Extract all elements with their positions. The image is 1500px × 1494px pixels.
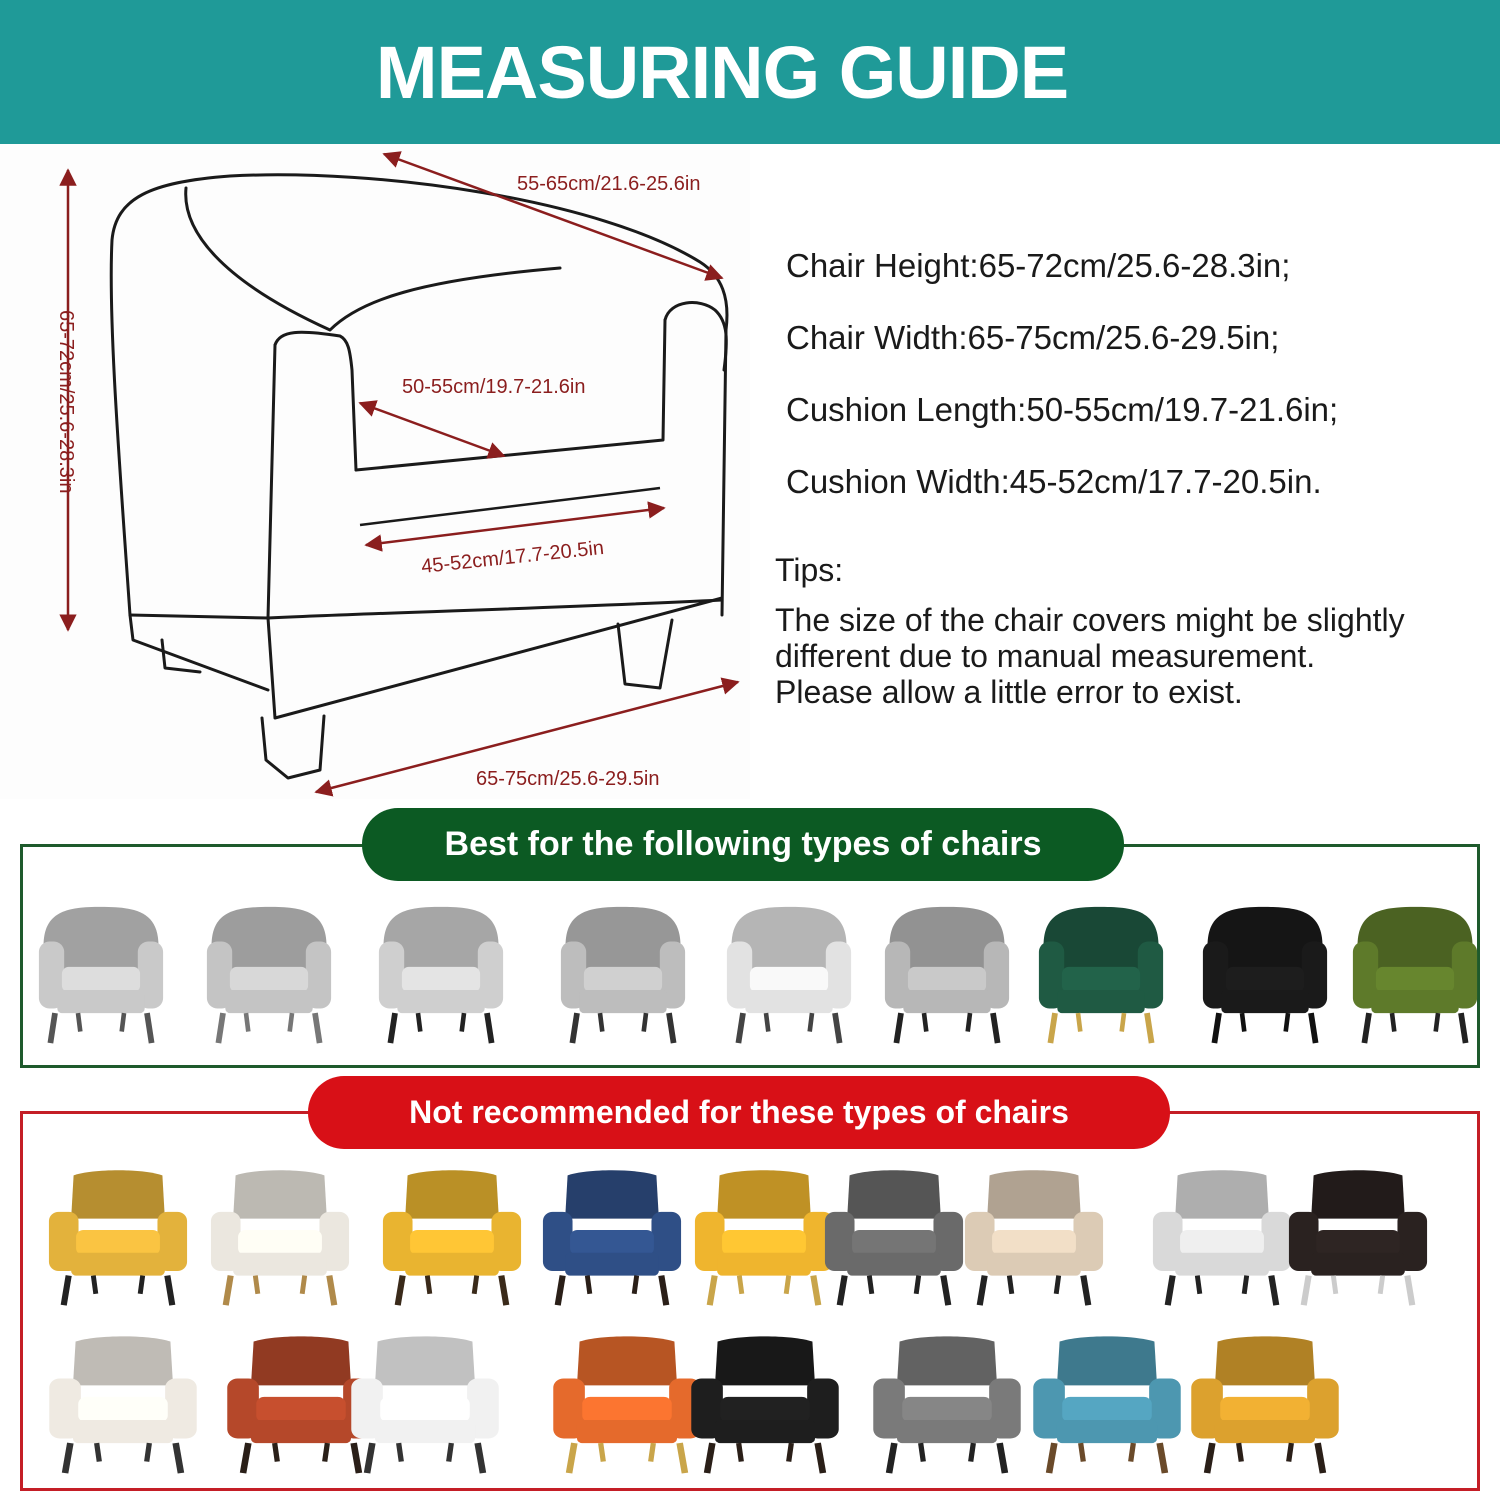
unsuitable-chair-image [1186,1330,1344,1480]
spec-cushion-length: Cushion Length:50-55cm/19.7-21.6in; [786,391,1339,428]
tips-line: different due to manual measurement. [775,638,1316,674]
chair-front-left-leg [262,716,324,778]
chair-front-right-leg [618,620,672,688]
suitable-chair-image [720,900,858,1050]
unsuitable-chair-image [960,1164,1108,1312]
page-title: MEASURING GUIDE [375,31,1069,114]
bottom-dimension-label: 65-75cm/25.6-29.5in [476,768,660,790]
tips-line: The size of the chair covers might be slightly [775,602,1405,638]
unsuitable-chairs-label: Not recommended for these types of chairs [308,1076,1170,1149]
suitable-chair-image [878,900,1016,1050]
spec-list [786,246,1338,534]
chair-outline-drawing [0,144,750,799]
unsuitable-chair-image [538,1164,686,1312]
unsuitable-chair-image [548,1330,706,1480]
suitable-chair-image [1346,900,1484,1050]
spec-cushion-width: Cushion Width:45-52cm/17.7-20.5in. [786,463,1322,500]
suitable-chair-image [32,900,170,1050]
unsuitable-chair-image [868,1330,1026,1480]
unsuitable-chair-image [346,1330,504,1480]
suitable-chair-image [372,900,510,1050]
unsuitable-chair-image [44,1330,202,1480]
tips-title: Tips: [775,552,844,588]
unsuitable-chair-image [690,1164,838,1312]
unsuitable-chair-image [378,1164,526,1312]
unsuitable-chair-image [1148,1164,1296,1312]
unsuitable-chair-image [206,1164,354,1312]
cushion-width-label: 45-52cm/17.7-20.5in [420,536,605,578]
tips-body [775,602,1495,710]
unsuitable-chair-image [820,1164,968,1312]
cushion-length-label: 50-55cm/19.7-21.6in [402,376,586,398]
unsuitable-chair-image [686,1330,844,1480]
spec-chair-width: Chair Width:65-75cm/25.6-29.5in; [786,319,1280,356]
title-banner [0,0,1500,144]
unsuitable-chair-image [44,1164,192,1312]
suitable-chair-image [1032,900,1170,1050]
top-dimension-label: 55-65cm/21.6-25.6in [517,173,701,195]
height-dimension-label: 65-72cm/25.6-28.3in [55,310,77,494]
tips-line: Please allow a little error to exist. [775,674,1243,710]
suitable-chair-image [1196,900,1334,1050]
unsuitable-chair-image [1028,1330,1186,1480]
chair-left-arm [275,332,356,470]
unsuitable-chair-image [1284,1164,1432,1312]
suitable-chairs-label: Best for the following types of chairs [362,808,1124,881]
suitable-chair-image [554,900,692,1050]
suitable-chair-image [200,900,338,1050]
spec-chair-height: Chair Height:65-72cm/25.6-28.3in; [786,247,1291,284]
chair-diagram [0,144,750,799]
